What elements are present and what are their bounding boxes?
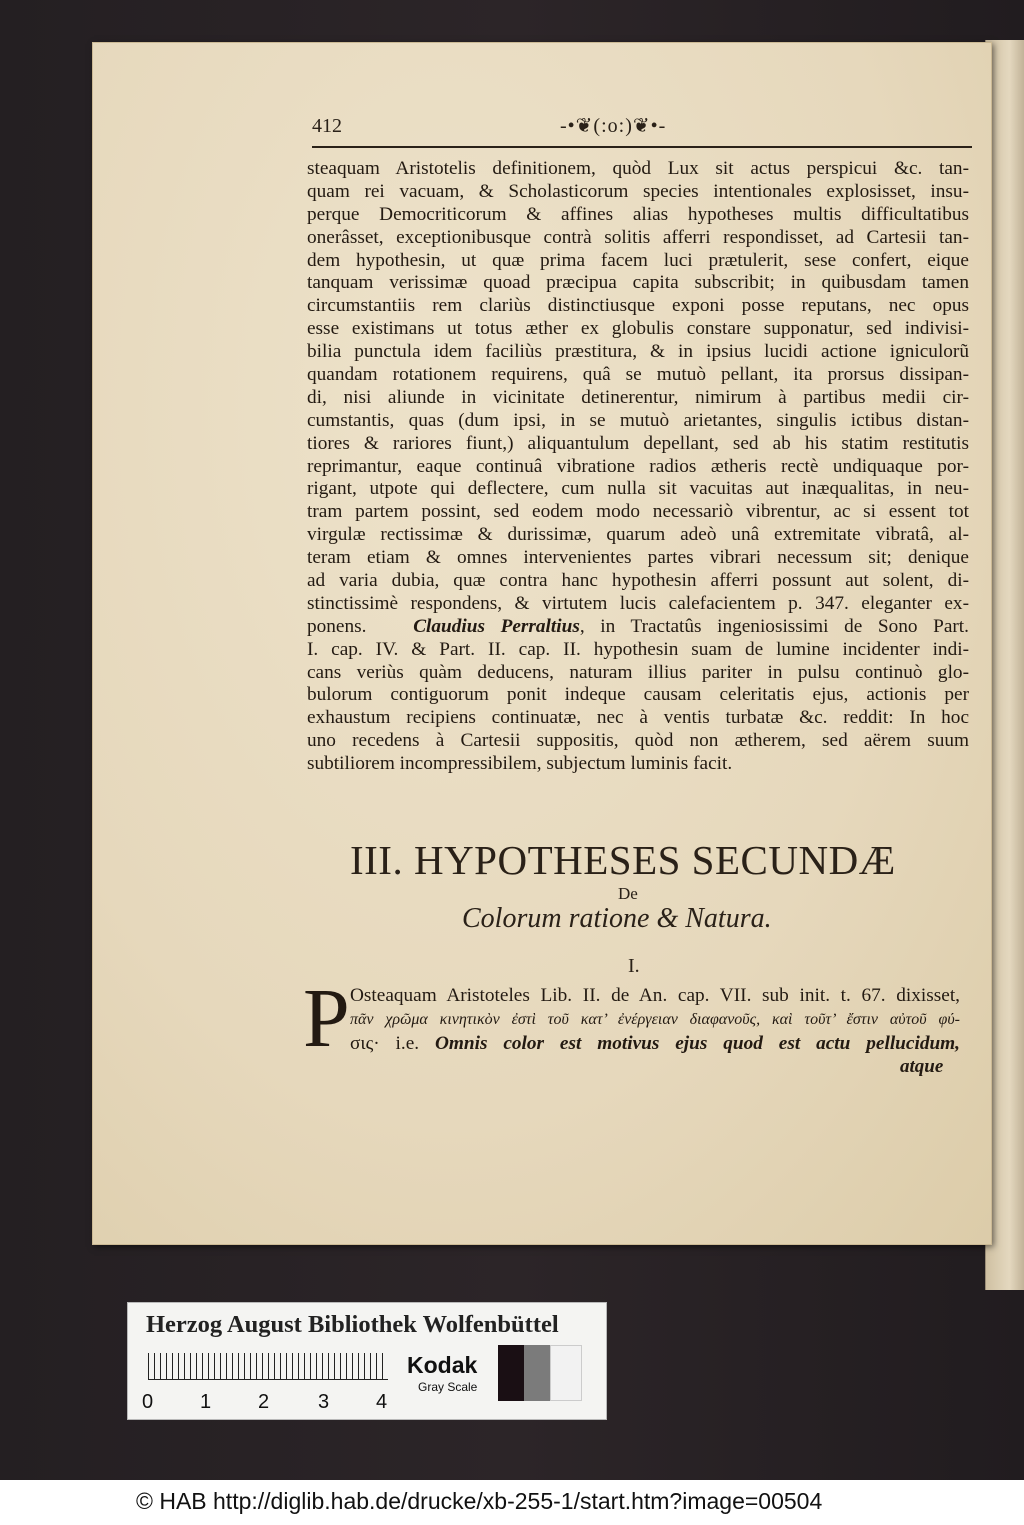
footer-bar — [0, 1480, 1024, 1525]
section-heading: III. HYPOTHESES SECUNDÆ — [350, 837, 896, 883]
text-line: quandam rotationem requirens, quâ se mutuò pellant, ita prorsus dissipan- — [307, 364, 969, 386]
text-line: rigant, utpote qui deflectere, cum nulla sit vacuitas aut inæqualitas, in neu- — [307, 478, 969, 500]
copyright-url: © HAB http://diglib.hab.de/drucke/xb-255-1/start.htm?image=00504 — [136, 1488, 823, 1514]
text-line: quam rei vacuam, & Scholasticorum species intentionales explosisset, insu- — [307, 180, 969, 202]
text-line: stinctissimè respondens, & virtutem lucis calefacientem p. 347. eleganter ex- — [307, 592, 969, 614]
paragraph-number: I. — [628, 955, 640, 977]
text-line: bilia punctula idem faciliùs præstitura, & in ipsius lucidi actione igniculorũ — [307, 341, 969, 363]
text-line: onerâsset, exceptionibusque contrà solitis afferri respondisset, ad Cartesii tan- — [307, 226, 969, 248]
text-line: subtiliorem incompressibilem, subjectum luminis facit. — [307, 753, 733, 775]
text-line: steaquam Aristotelis definitionem, quòd Lux sit actus perspicui &c. tan- — [307, 158, 969, 179]
ruler-label: 1 — [200, 1391, 212, 1413]
text-line: ad varia dubia, quæ contra hanc hypothesin afferri possunt aut solent, di- — [307, 570, 969, 592]
drop-cap: P — [303, 972, 350, 1065]
latin-translation: Omnis color est motivus ejus quod est actu pellucidum, — [434, 1033, 960, 1054]
text-line-with-author — [307, 616, 969, 639]
kodak-logo-text: Kodak — [407, 1352, 478, 1378]
catchword: atque — [900, 1056, 944, 1077]
text-line: circumstantiis rem clariùs distinctiusque exponi posse reputans, nec opus — [307, 295, 969, 317]
gray-swatch-dark — [498, 1345, 524, 1401]
text-fragment: , in Tractatûs ingeniosissimi de Sono Part. — [579, 615, 969, 637]
text-fragment: ponens. — [307, 615, 367, 637]
gray-scale-label: Gray Scale — [418, 1380, 478, 1394]
heading-connector: De — [618, 884, 638, 903]
text-line: virgulæ rectissimæ & durissimæ, quarum adeò unâ extremitate vibratâ, al- — [307, 524, 969, 546]
text-line: reprimantur, eaque continuâ vibratione radios ætheris rectè undiquaque por- — [307, 455, 969, 477]
text-line: teram etiam & omnes intervenientes partes vibrari necessum sit; denique — [307, 547, 969, 569]
text-line: esse existimans ut totus æther ex globulis constare supponatur, sed indivisi- — [307, 318, 969, 340]
gray-swatch-light — [550, 1345, 582, 1401]
text-line: tram partem possint, sed eodem modo necessariò vibrentur, ac si essent tot — [307, 501, 969, 523]
page-number: 412 — [312, 115, 342, 137]
section-subheading: Colorum ratione & Natura. — [462, 903, 772, 934]
text-line: exhaustum recipiens continuatæ, nec à ventis turbatæ &c. reddit: In hoc — [307, 707, 969, 729]
header-rule — [312, 146, 972, 148]
text-line: cans veriùs quàm deducens, naturam illius pariter in pulsu continuò glo- — [307, 661, 969, 683]
gray-swatch-mid — [524, 1345, 550, 1401]
body-text — [307, 158, 969, 776]
scale-ruler — [148, 1353, 388, 1383]
text-line: dem hypothesin, ut quæ prima facem luci prætulerit, sese confert, eique — [307, 249, 969, 271]
text-line: bulorum contiguorum ponit indeque causam celeritatis ejus, actionis per — [307, 684, 969, 706]
ruler-label: 2 — [258, 1391, 270, 1413]
text-line: uno recedens à Cartesii suppositis, quòd non ætherem, sed aërem suum — [307, 730, 969, 752]
greek-fragment: σις· i.e. — [350, 1033, 420, 1054]
greek-quote: πᾶν χρῶμα κινητικὸν ἐστὶ τοῦ κατ’ ἐνέργειαν διαφανοῦς, καὶ τοῦτ’ ἔστιν αὐτοῦ φύ- — [350, 1011, 960, 1028]
text-line — [350, 1032, 960, 1056]
library-color-card — [127, 1302, 607, 1420]
text-line: perque Democriticorum & affines alias hypotheses multis difficultatibus — [307, 203, 969, 225]
ruler-label: 4 — [376, 1391, 388, 1413]
ruler-label: 3 — [318, 1391, 330, 1413]
paragraph-text — [350, 984, 960, 1056]
author-name: Claudius Perraltius — [413, 615, 580, 637]
ruler-label: 0 — [142, 1391, 154, 1413]
text-line: di, nisi aliunde in vicinitate detinerentur, nimirum à partibus medii cir- — [307, 386, 969, 408]
text-line: cumstantis, quas (dum ipsi, in se mutuò arietantes, singulis ictibus distan- — [307, 409, 969, 431]
ruler-base — [148, 1379, 388, 1380]
text-line: tanquam verissimæ quoad præcipua capita subscribit; in quibusdam tamen — [307, 272, 969, 294]
text-line: Osteaquam Aristoteles Lib. II. de An. cap. VII. sub init. t. 67. dixisset, — [350, 985, 960, 1006]
text-line: tiores & rariores fiunt,) aliquantulum depellant, sed ab his statim restitutis — [307, 432, 969, 454]
text-line: I. cap. IV. & Part. II. cap. II. hypothesin suam de lumine incidenter indi- — [307, 638, 969, 660]
header-ornament: -•❦(:o:)❦•- — [560, 115, 667, 137]
ruler-ticks — [148, 1353, 388, 1379]
library-name: Herzog August Bibliothek Wolfenbüttel — [146, 1311, 559, 1338]
